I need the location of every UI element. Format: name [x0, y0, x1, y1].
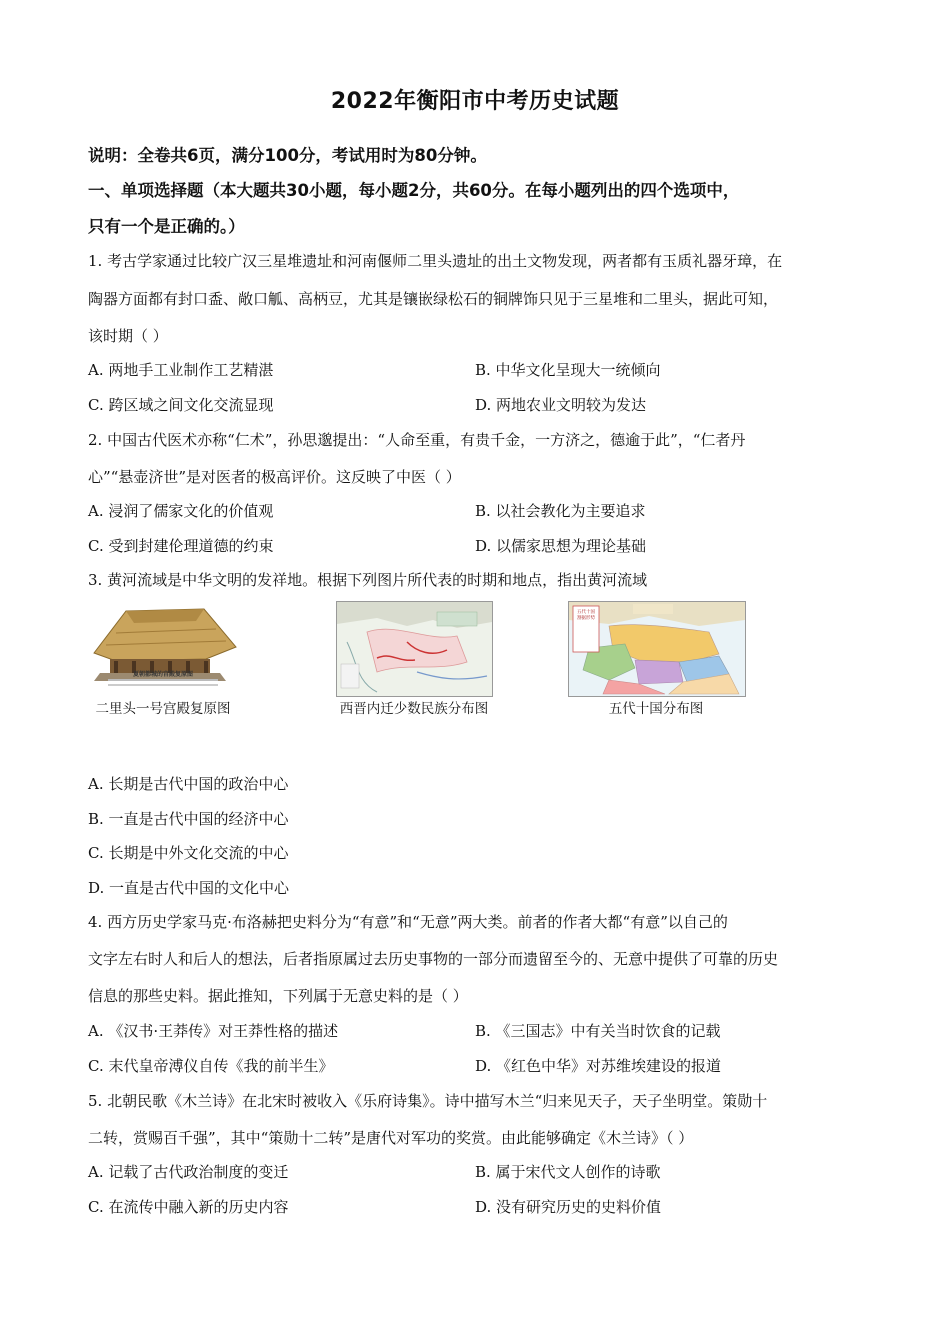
question-1-line-2: 陶器方面都有封口盉、敞口觚、高柄豆，尤其是镶嵌绿松石的铜牌饰只见于三星堆和二里头，据此可知，: [88, 290, 779, 308]
question-5-line-1: 5. 北朝民歌《木兰诗》在北宋时被收入《乐府诗集》。诗中描写木兰“归来见天子，天子坐明堂。策勋十: [88, 1092, 768, 1110]
question-4-line-3: 信息的那些史料。据此推知，下列属于无意史料的是（ ）: [88, 987, 468, 1005]
question-2-line-2: 心”“悬壶济世”是对医者的极高评价。这反映了中医（ ）: [88, 468, 461, 486]
question-2-option-a: A. 浸润了儒家文化的价值观: [88, 502, 274, 520]
question-4-line-2: 文字左右时人和后人的想法，后者指原属过去历史事物的一部分而遗留至今的、无意中提供了可靠的历史: [88, 950, 779, 968]
page-title: 2022年衡阳市中考历史试题: [330, 89, 620, 114]
question-3-option-b: B. 一直是古代中国的经济中心: [88, 810, 289, 828]
figure-western-jin-map: [336, 601, 493, 697]
question-5-option-c: C. 在流传中融入新的历史内容: [88, 1198, 289, 1216]
section-heading-line-1: 一、单项选择题（本大题共30小题，每小题2分，共60分。在每小题列出的四个选项中，: [88, 181, 740, 200]
question-4-option-a: A. 《汉书·王莽传》对王莽性格的描述: [88, 1022, 339, 1040]
figure-erlitou-palace: [86, 601, 240, 695]
section-heading-line-2: 只有一个是正确的。）: [88, 217, 245, 236]
question-1-option-a: A. 两地手工业制作工艺精湛: [88, 361, 274, 379]
question-3-option-a: A. 长期是古代中国的政治中心: [88, 775, 289, 793]
question-4-option-b: B. 《三国志》中有关当时饮食的记载: [475, 1022, 721, 1040]
figure-five-dynasties-map: [568, 601, 746, 697]
question-5-option-d: D. 没有研究历史的史料价值: [475, 1198, 662, 1216]
question-3-option-c: C. 长期是中外文化交流的中心: [88, 844, 289, 862]
question-4-line-1: 4. 西方历史学家马克·布洛赫把史料分为“有意”和“无意”两大类。前者的作者大都“有意”以自己的: [88, 913, 728, 931]
question-1-line-3: 该时期（ ）: [88, 327, 168, 345]
palace-figure-inner-title: 夏朝都城的宫殿复原图: [132, 671, 193, 678]
question-3-line-1: 3. 黄河流域是中华文明的发祥地。根据下列图片所代表的时期和地点，指出黄河流域: [88, 571, 648, 589]
palace-figure-inner-text-line: [108, 679, 218, 681]
question-2-option-d: D. 以儒家思想为理论基础: [475, 537, 647, 555]
question-2-line-1: 2. 中国古代医术亦称“仁术”，孙思邈提出：“人命至重，有贵千金，一方济之，德逾于此”，“仁者丹: [88, 431, 746, 449]
figure-3-caption: 五代十国分布图: [608, 701, 704, 717]
figure-2-caption: 西晋内迁少数民族分布图: [339, 701, 489, 717]
question-5-option-a: A. 记载了古代政治制度的变迁: [88, 1163, 289, 1181]
question-5-option-b: B. 属于宋代文人创作的诗歌: [475, 1163, 661, 1181]
question-2-option-c: C. 受到封建伦理道德的约束: [88, 537, 274, 555]
exam-instructions: 说明：全卷共6页，满分100分，考试用时为80分钟。: [88, 146, 487, 165]
question-3-option-d: D. 一直是古代中国的文化中心: [88, 879, 290, 897]
question-1-option-d: D. 两地农业文明较为发达: [475, 396, 647, 414]
figure-1-caption: 二里头一号宫殿复原图: [95, 701, 231, 717]
five-dynasties-map-illustration: [569, 602, 745, 696]
question-4-option-c: C. 末代皇帝溥仪自传《我的前半生》: [88, 1057, 334, 1075]
question-4-option-d: D. 《红色中华》对苏维埃建设的报道: [475, 1057, 722, 1075]
question-1-line-1: 1. 考古学家通过比较广汉三星堆遗址和河南偃师二里头遗址的出土文物发现，两者都有玉质礼器牙璋，在: [88, 252, 783, 270]
western-jin-map-illustration: [337, 602, 492, 696]
five-dynasties-inner-title: 五代十国割据形势: [577, 610, 595, 621]
question-2-option-b: B. 以社会教化为主要追求: [475, 502, 646, 520]
palace-figure-inner-text-line: [108, 684, 218, 686]
question-1-option-c: C. 跨区域之间文化交流显现: [88, 396, 274, 414]
question-5-line-2: 二转，赏赐百千强”，其中“策勋十二转”是唐代对军功的奖赏。由此能够确定《木兰诗》（ ）: [88, 1129, 694, 1147]
question-1-option-b: B. 中华文化呈现大一统倾向: [475, 361, 661, 379]
